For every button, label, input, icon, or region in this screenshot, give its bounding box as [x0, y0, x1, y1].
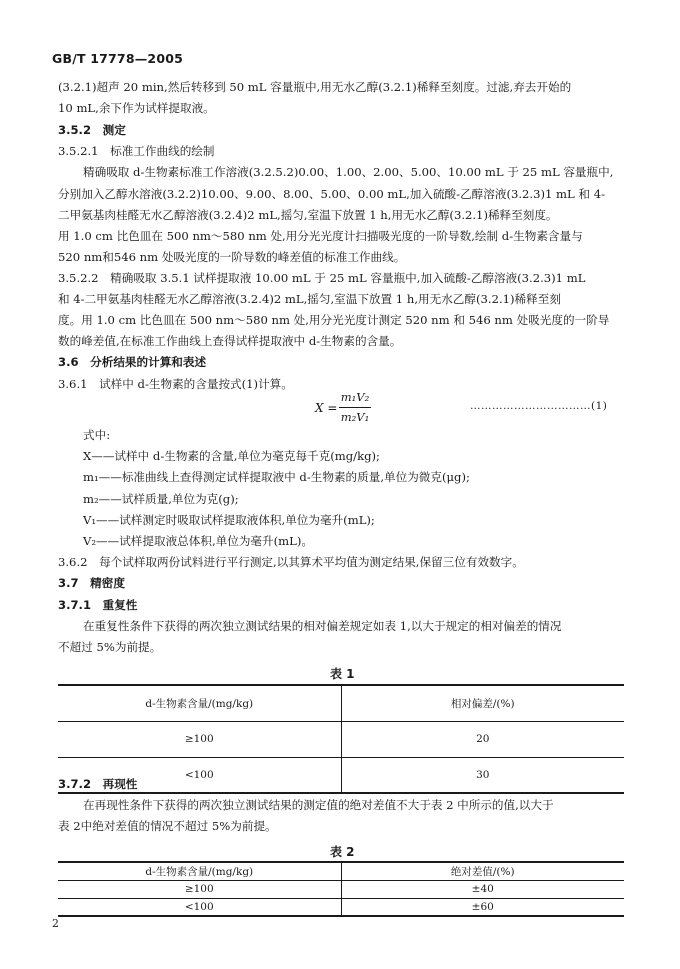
- paragraph-line: 在重复性条件下获得的两次独立测试结果的相对偏差规定如表 1,以大于规定的相对偏差的情况: [83, 619, 562, 633]
- paragraph-line: 3.5.2.2 精确吸取 3.5.1 试样提取液 10.00 mL 于 25 mL 容量瓶中,加入硫酸-乙醇溶液(3.2.3)1 mL: [58, 271, 586, 285]
- where-label: 式中:: [83, 428, 111, 442]
- section-heading-3-7-2: 3.7.2 再现性: [58, 777, 138, 791]
- section-heading-3-6: 3.6 分析结果的计算和表述: [58, 355, 207, 369]
- paragraph-line: 3.6.2 每个试样取两份试料进行平行测定,以其算术平均值为测定结果,保留三位有效数字。: [58, 555, 524, 569]
- paragraph-line: 在再现性条件下获得的两次独立测试结果的测定值的绝对差值不大于表 2 中所示的值,以大于: [83, 798, 554, 812]
- paragraph-line: 3.6.1 试样中 d-生物素的含量按式(1)计算。: [58, 377, 293, 391]
- formula-lhs: X =: [315, 401, 338, 415]
- table-cell: ≥100: [58, 880, 341, 898]
- section-heading-3-5-2: 3.5.2 测定: [58, 123, 126, 137]
- paragraph-line: 分别加入乙醇水溶液(3.2.2)10.00、9.00、8.00、5.00、0.00 mL,加入硫酸-乙醇溶液(3.2.3)1 mL 和 4-: [58, 187, 606, 201]
- table-header-row: [58, 685, 624, 721]
- formula-number: ……………………………(1): [470, 400, 608, 412]
- table1-caption: 表 1: [330, 667, 355, 681]
- definition-m1: m₁——标准曲线上查得测定试样提取液中 d-生物素的质量,单位为微克(μg);: [83, 470, 470, 484]
- definition-m2: m₂——试样质量,单位为克(g);: [83, 492, 239, 506]
- table-row: [58, 721, 624, 757]
- section-heading-3-7: 3.7 精密度: [58, 576, 125, 590]
- table-cell: <100: [58, 898, 341, 916]
- formula-denominator: m₂V₁: [340, 410, 370, 424]
- table-header-row: [58, 862, 624, 880]
- table-header-cell: 相对偏差/(%): [341, 685, 624, 721]
- table-header-cell: d-生物素含量/(mg/kg): [58, 862, 341, 880]
- fraction-bar: [339, 407, 371, 408]
- paragraph-line: 数的峰差值,在标准工作曲线上查得试样提取液中 d-生物素的含量。: [58, 334, 402, 348]
- table-row: [58, 757, 624, 793]
- definition-x: X——试样中 d-生物素的含量,单位为毫克每千克(mg/kg);: [83, 449, 380, 463]
- paragraph-line: 10 mL,余下作为试样提取液。: [58, 101, 215, 115]
- table-cell: <100: [58, 757, 341, 793]
- table2-caption: 表 2: [330, 845, 355, 859]
- formula-numerator: m₁V₂: [340, 390, 370, 404]
- paragraph-line: 不超过 5%为前提。: [58, 640, 162, 654]
- paragraph-line: 精确吸取 d-生物素标准工作溶液(3.2.5.2)0.00、1.00、2.00、5.00、10.00 mL 于 25 mL 容量瓶中,: [83, 165, 614, 179]
- paragraph-line: (3.2.1)超声 20 min,然后转移到 50 mL 容量瓶中,用无水乙醇(3.2.1)稀释至刻度。过滤,弃去开始的: [58, 80, 572, 94]
- section-heading-3-5-2-1: 3.5.2.1 标准工作曲线的绘制: [58, 144, 215, 158]
- table1: [58, 684, 624, 794]
- paragraph-line: 用 1.0 cm 比色皿在 500 nm～580 nm 处,用分光光度计扫描吸光度的一阶导数,绘制 d-生物素含量与: [58, 229, 583, 243]
- table-row: [58, 898, 624, 916]
- paragraph-line: 表 2中绝对差值的情况不超过 5%为前提。: [58, 819, 277, 833]
- paragraph-line: 度。用 1.0 cm 比色皿在 500 nm～580 nm 处,用分光光度计测定 520 nm 和 546 nm 处吸光度的一阶导: [58, 313, 610, 327]
- paragraph-line: 二甲氨基肉桂醛无水乙醇溶液(3.2.4)2 mL,摇匀,室温下放置 1 h,用无水乙醇(3.2.1)稀释至刻度。: [58, 208, 558, 222]
- table-cell: ≥100: [58, 721, 341, 757]
- table2: [58, 861, 624, 917]
- definition-v1: V₁——试样测定时吸取试样提取液体积,单位为毫升(mL);: [83, 513, 375, 527]
- table-cell: ±40: [341, 880, 624, 898]
- table-cell: ±60: [341, 898, 624, 916]
- paragraph-line: 和 4-二甲氨基肉桂醛无水乙醇溶液(3.2.4)2 mL,摇匀,室温下放置 1 h,用无水乙醇(3.2.1)稀释至刻: [58, 292, 561, 306]
- table-cell: 20: [341, 721, 624, 757]
- table-cell: 30: [341, 757, 624, 793]
- page-number: 2: [52, 917, 59, 930]
- table-header-cell: d-生物素含量/(mg/kg): [58, 685, 341, 721]
- section-heading-3-7-1: 3.7.1 重复性: [58, 598, 138, 612]
- table-header-cell: 绝对差值/(%): [341, 862, 624, 880]
- standard-code: GB/T 17778—2005: [52, 51, 184, 66]
- definition-v2: V₂——试样提取液总体积,单位为毫升(mL)。: [83, 534, 313, 548]
- paragraph-line: 520 nm和546 nm 处吸光度的一阶导数的峰差值的标准工作曲线。: [58, 250, 406, 264]
- table-row: [58, 880, 624, 898]
